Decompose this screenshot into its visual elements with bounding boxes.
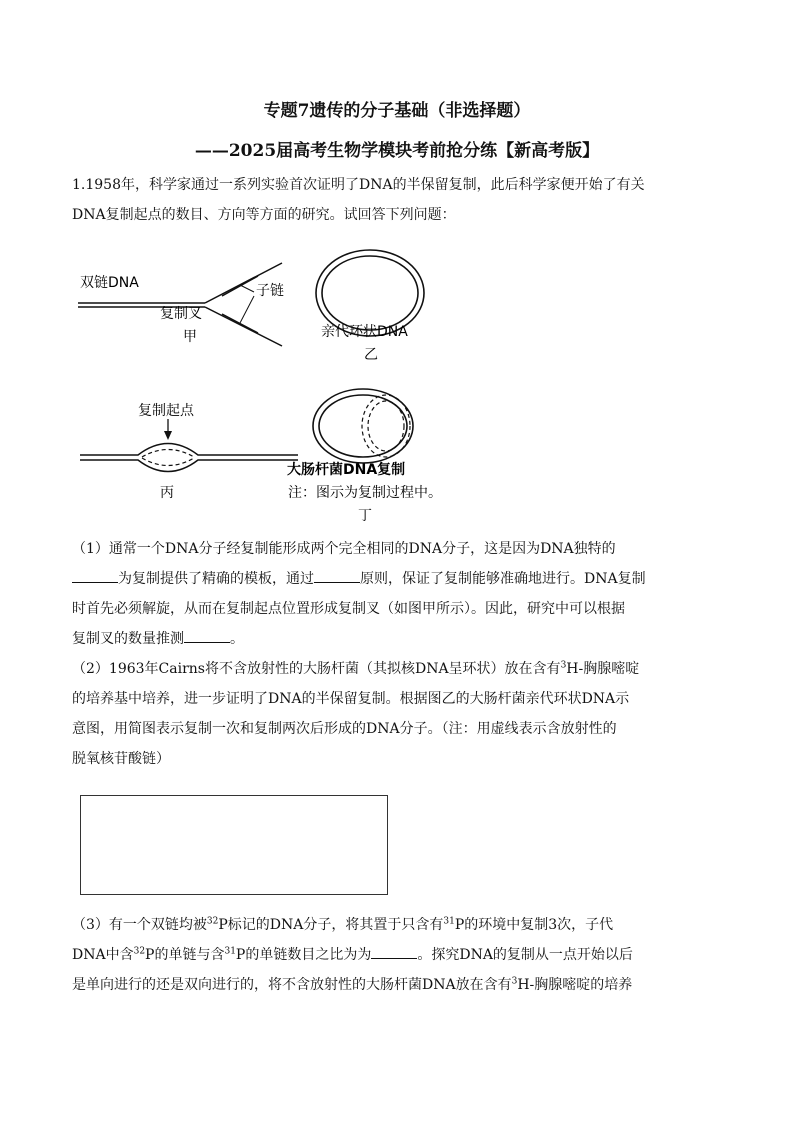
answer-blank[interactable] [184,628,230,643]
intro-line: 1.1958年，科学家通过一系列实验首次证明了DNA的半保留复制，此后科学家便开始了有关 [72,177,645,193]
q3-line: （3）有一个双链均被$^{32}$P标记的DNA分子，将其置于只含有$^{31}$P的环境中复制3次，子代 [72,916,614,933]
q2-line: （2）1963年Cairns将不含放射性的大肠杆菌（其拟核DNA呈环状）放在含有$^3$H-胸腺嘧啶 [72,660,640,677]
ecoli-replication-label: 大肠杆菌DNA复制 [287,462,406,478]
figure-note: 注：图示为复制过程中。 [288,485,442,501]
question-2 [72,654,724,774]
q3-line: DNA中含$^{32}$P的单链与含$^{31}$P的单链数目之比为为 。探究DNA的复制从一点开始以后 [72,940,724,970]
page-subtitle: ——2025届高考生物学模块考前抢分练【新高考版】 [194,141,600,161]
answer-blank[interactable] [72,568,118,583]
origin-label: 复制起点 [138,403,194,419]
figure-ding [287,389,442,524]
page-title: 专题7遗传的分子基础（非选择题） [263,101,531,121]
drawing-answer-box[interactable] [80,795,388,895]
figure-ding-caption: 丁 [358,508,372,524]
figure-yi-caption: 乙 [364,347,378,363]
q1-line: 复制叉的数量推测 。 [72,624,724,654]
q1-line: （1）通常一个DNA分子经复制能形成两个完全相同的DNA分子，这是因为DNA独特的 [72,541,616,557]
figure-bing-caption: 丙 [160,485,174,501]
q2-line: 的培养基中培养，进一步证明了DNA的半保留复制。根据图乙的大肠杆菌亲代环状DNA示 [72,691,630,707]
dna-replication-figure [0,0,794,530]
question-1 [72,534,724,654]
q1-line: 为复制提供了精确的模板，通过 原则，保证了复制能够准确地进行。DNA复制 [72,564,724,594]
q2-line: 脱氧核苷酸链） [72,751,170,767]
answer-blank[interactable] [314,568,360,583]
q3-line: 是单向进行的还是双向进行的，将不含放射性的大肠杆菌DNA放在含有$^3$H-胸腺嘧啶的培养 [72,976,633,993]
child-strand-label: 子链 [256,283,284,299]
figure-bing [80,402,298,501]
figure-jia [78,263,284,346]
question-3 [72,910,724,1000]
intro-line: DNA复制起点的数目、方向等方面的研究。试回答下列问题： [72,207,456,223]
q1-line: 时首先必须解旋，从而在复制起点位置形成复制叉（如图甲所示）。因此，研究中可以根据 [72,601,625,617]
figure-jia-caption: 甲 [183,329,197,345]
answer-blank[interactable] [371,944,417,959]
q2-line: 意图，用简图表示复制一次和复制两次后形成的DNA分子。（注：用虚线表示含放射性的 [72,721,617,737]
parent-circular-dna-label: 亲代环状DNA [321,324,408,340]
fork-label: 复制叉 [160,306,202,322]
figure-yi [316,250,424,363]
double-strand-label: 双链DNA [80,275,139,291]
